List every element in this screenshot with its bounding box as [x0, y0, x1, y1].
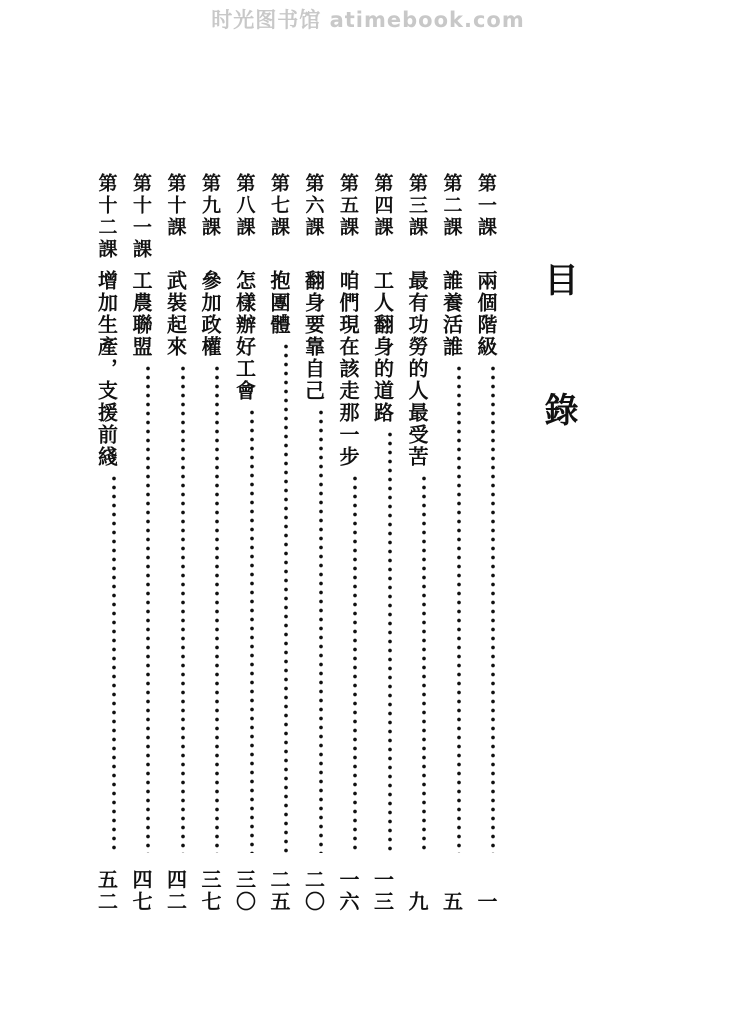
page-number: 九 [405, 891, 429, 913]
page-number: 三七 [198, 869, 222, 913]
lesson-title: 參加政權 [198, 270, 222, 358]
page-number: 四七 [129, 869, 153, 913]
lesson-title: 誰養活誰 [439, 270, 464, 358]
watermark-text: 时光图书馆 atimebook.com [211, 8, 525, 32]
toc-entry [301, 173, 338, 913]
toc-entry [131, 173, 165, 913]
lesson-title: 工人翻身的道路 [370, 270, 395, 424]
page-number: 三〇 [232, 869, 257, 913]
lesson-number: 第十一課 [130, 173, 152, 261]
lesson-title: 抱團體 [267, 270, 291, 336]
page-number: 一 [474, 891, 498, 913]
page-number: 一六 [336, 869, 360, 913]
lesson-title: 翻身要靠自己 [301, 270, 326, 402]
toc-entry [163, 173, 200, 913]
lesson-title: 最有功勞的人最受苦 [405, 270, 429, 468]
dot-leader [421, 474, 427, 853]
lesson-number: 第二課 [440, 173, 463, 239]
dot-leader [111, 474, 117, 853]
lesson-number: 第十課 [164, 173, 187, 239]
page-number: 五二 [94, 869, 119, 913]
dot-leader [180, 364, 186, 853]
toc-entry [407, 173, 441, 913]
lesson-title: 咱們現在該走那一步 [336, 270, 360, 468]
dot-leader [249, 408, 255, 853]
page-number: 五 [439, 891, 464, 913]
lesson-title: 兩個階級 [474, 270, 498, 358]
lesson-number: 第七課 [268, 173, 290, 239]
dot-leader [214, 364, 220, 853]
dot-leader [352, 474, 358, 853]
page-title: 目 錄 [538, 262, 578, 468]
lesson-number: 第九課 [199, 173, 221, 239]
lesson-title: 增加生產，支援前綫 [94, 270, 119, 468]
lesson-number: 第三課 [406, 173, 428, 239]
dot-leader [283, 342, 289, 853]
page-number: 二〇 [301, 869, 326, 913]
toc-entry [338, 173, 372, 913]
lesson-number: 第一課 [475, 173, 497, 239]
toc-entry [94, 173, 131, 913]
lesson-title: 工農聯盟 [129, 270, 153, 358]
toc-entry [269, 173, 303, 913]
lesson-number: 第六課 [302, 173, 325, 239]
page-number: 一三 [370, 869, 395, 913]
lesson-number: 第八課 [233, 173, 256, 239]
page-number: 二五 [267, 869, 291, 913]
dot-leader [145, 364, 151, 853]
dot-leader [456, 364, 462, 853]
toc-entry [232, 173, 269, 913]
page-number: 四二 [163, 869, 188, 913]
lesson-number: 第四課 [371, 173, 394, 239]
toc-entry [370, 173, 407, 913]
dot-leader [318, 408, 324, 853]
lesson-number: 第五課 [337, 173, 359, 239]
lesson-title: 武裝起來 [163, 270, 188, 358]
toc-entry [476, 173, 510, 913]
toc-entry [439, 173, 476, 913]
lesson-title: 怎樣辦好工會 [232, 270, 257, 402]
dot-leader [490, 364, 496, 853]
dot-leader [387, 430, 393, 853]
lesson-number: 第十二課 [95, 173, 118, 261]
toc-entry [200, 173, 234, 913]
